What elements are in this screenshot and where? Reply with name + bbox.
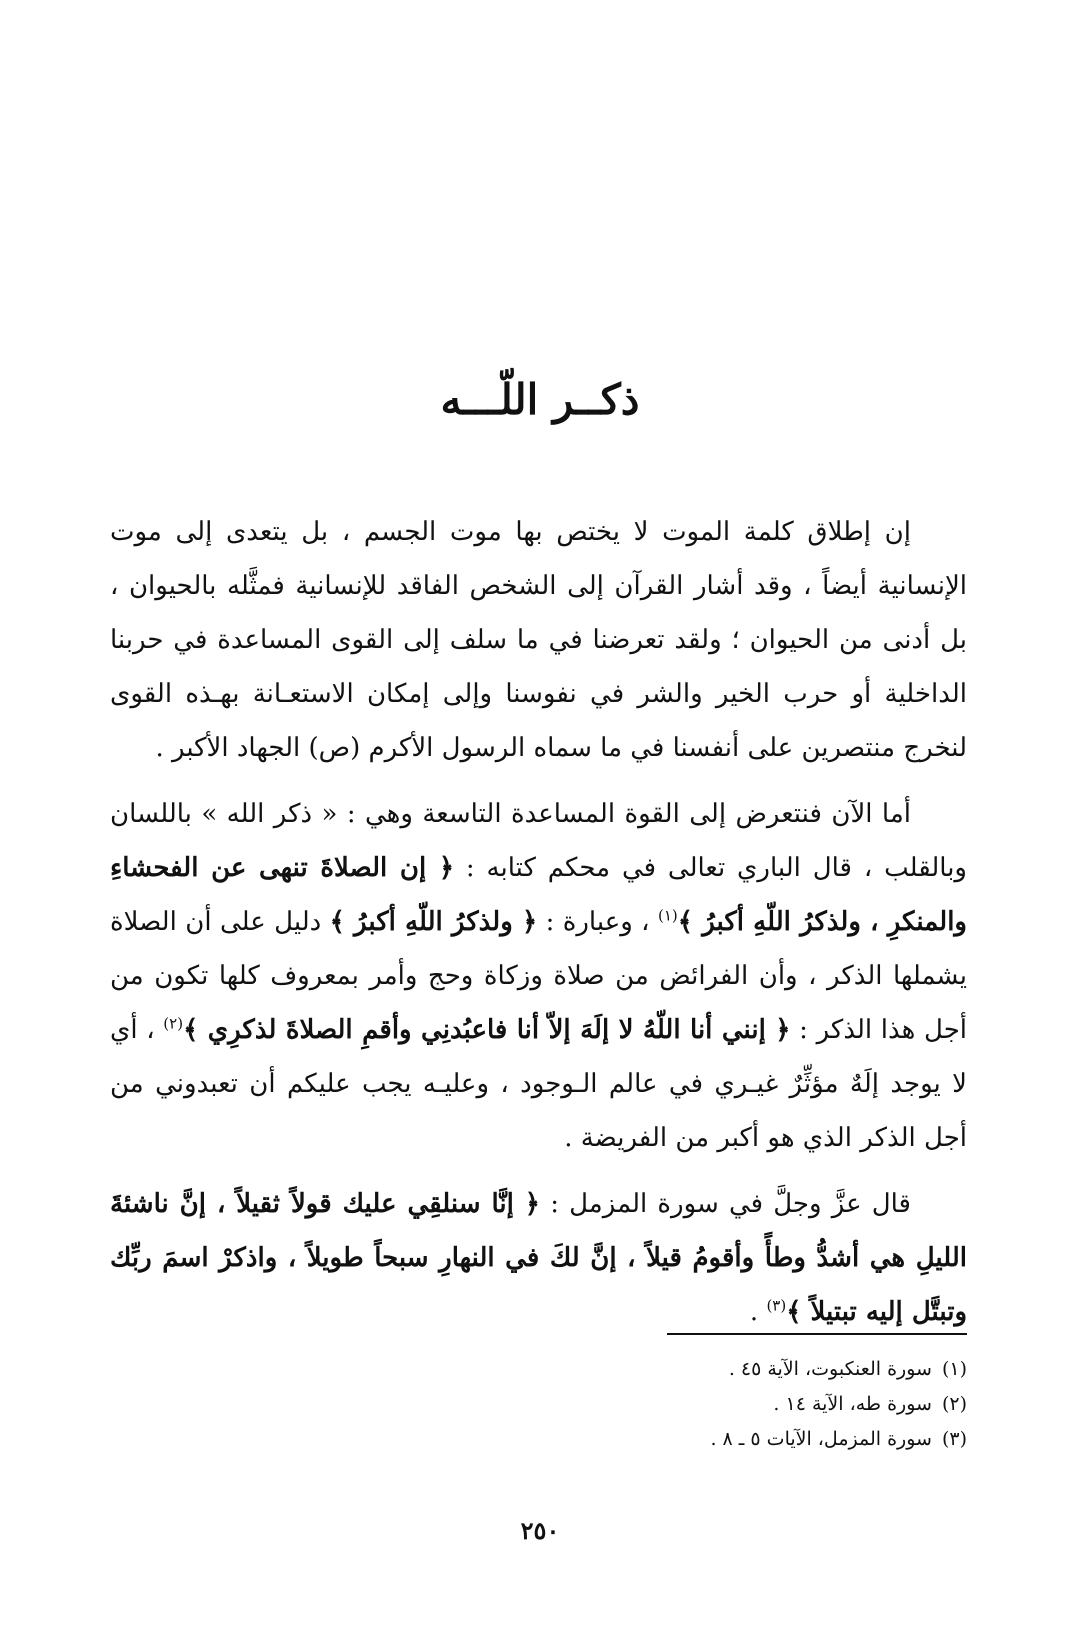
paragraph-2-text-4: ، أي لا يوجد إلَهٌ مؤثِّرٌ غيـري في عالم الـوجود ، وعليـه يجب عليكم أن تعبدوني من أجل الذكر الذي هو أكبر من الفريضة . (110, 1015, 967, 1153)
footnotes (367, 1352, 967, 1457)
footnote-ref-2: (٢) (163, 1014, 184, 1033)
footnote-ref-3: (٣) (766, 1296, 787, 1315)
quran-quote-2: ﴿ ولذكرُ اللّهِ أكبرُ ﴾ (329, 907, 538, 937)
footnote-3-number: (٣) (941, 1428, 967, 1450)
quran-quote-3: ﴿ إنني أنا اللّهُ لا إلَهَ إلاّ أنا فاعبُدنِي وأقمِ الصلاةَ لذكرِي ﴾ (183, 1015, 791, 1045)
footnote-3-text: سورة المزمل، الآيات ٥ ـ ٨ . (710, 1428, 932, 1450)
paragraph-3-text-2: . (749, 1297, 767, 1327)
paragraph-3-text-1: قال عزَّ وجلَّ في سورة المزمل : (540, 1189, 911, 1219)
paragraph-2-text-2: ، وعبارة : (537, 907, 658, 937)
paragraph-2-text-1: أما الآن فنتعرض إلى القوة المساعدة التاسعة وهي : « ذكر الله » باللسان وبالقلب ، قال الباري تعالى في محكم كتابه : (110, 799, 967, 883)
paragraph-1-text: إن إطلاق كلمة الموت لا يختص بها موت الجسم ، بل يتعدى إلى موت الإنسانية أيضاً ، وقد أشار القرآن إلى الشخص الفاقد للإنسانية فمثَّله بالحيوان ، بل أدنى من الحيوان ؛ ولقد تعرضنا في ما سلف إلى القوى المساعدة في حربنا الداخلية أو حرب الخير والشر في نفوسنا وإلى إمكان الاستعـانة بهـذه القوى لنخرج منتصرين على أنفسنا في ما سماه الرسول الأكرم (ص) الجهاد الأكبر . (110, 517, 967, 763)
paragraph-2-text-3: دليل على أن الصلاة يشملها الذكر ، وأن الفرائض من صلاة وزكاة وحج وأمر بمعروف كلها تكون من أجل هذا الذكر : (110, 907, 967, 1045)
quran-quote-1: ﴿ إن الصلاةَ تنهى عن الفحشاءِ والمنكرِ ، ولذكرُ اللّهِ أكبرُ ﴾ (110, 853, 967, 937)
quran-quote-4: ﴿ إنَّا سنلقِي عليك قولاً ثقيلاً ، إنَّ ناشئةَ الليلِ هي أشدُّ وطأً وأقومُ قيلاً ، إنَّ لكَ في النهارِ سبحاً طويلاً ، واذكرْ اسمَ ربِّك وتبتَّل إليه تبتيلاً ﴾ (110, 1189, 967, 1327)
footnote-1 (367, 1352, 967, 1387)
footnote-3 (367, 1422, 967, 1457)
footnote-1-text: سورة العنكبوت، الآية ٤٥ . (728, 1358, 932, 1380)
footnote-divider (667, 1333, 967, 1335)
paragraph-2 (110, 787, 967, 1165)
body-text (110, 505, 967, 1339)
paragraph-3 (110, 1177, 967, 1339)
paragraph-1 (110, 505, 967, 775)
footnote-ref-1: (١) (657, 906, 678, 925)
footnote-1-number: (١) (941, 1358, 967, 1380)
page-number: ٢٥٠ (520, 1516, 560, 1545)
footnote-2 (367, 1387, 967, 1422)
footnote-2-text: سورة طه، الآية ١٤ . (773, 1393, 932, 1415)
chapter-title: ذكــر اللّـــه (440, 375, 640, 424)
footnote-2-number: (٢) (941, 1393, 967, 1415)
